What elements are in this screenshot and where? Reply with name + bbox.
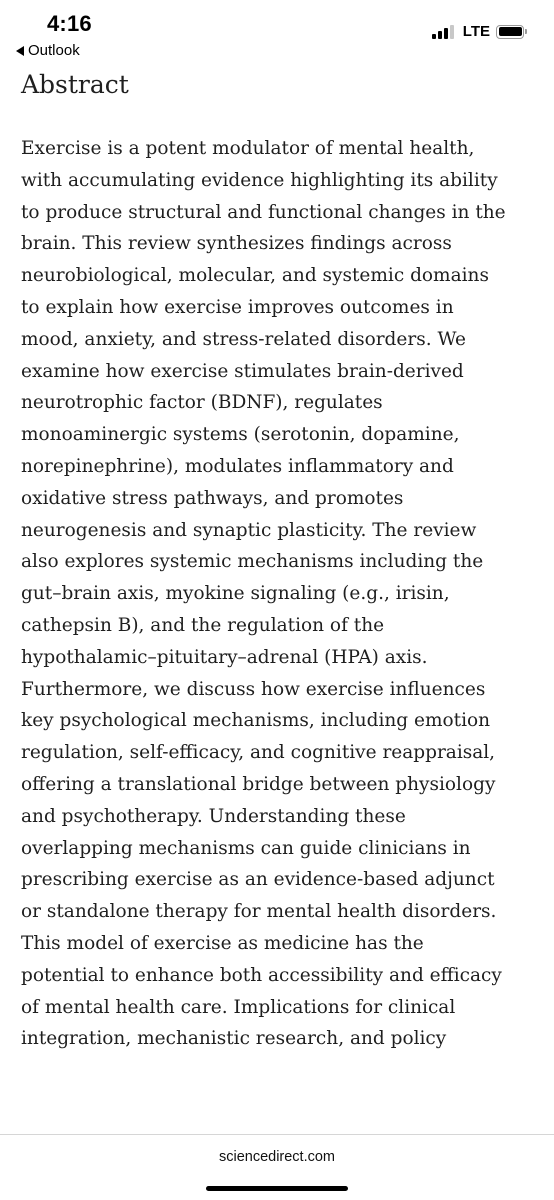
network-type: LTE xyxy=(462,23,490,40)
abstract-line: This model of exercise as medicine has the xyxy=(21,932,424,954)
abstract-line: oxidative stress pathways, and promotes xyxy=(21,487,404,509)
back-to-app-link[interactable] xyxy=(16,42,80,59)
abstract-line: or standalone therapy for mental health disorders. xyxy=(21,901,497,923)
home-indicator[interactable] xyxy=(206,1186,348,1191)
abstract-line: Exercise is a potent modulator of mental health, xyxy=(21,138,475,159)
abstract-line: also explores systemic mechanisms including the xyxy=(21,551,484,573)
abstract-line: mood, anxiety, and stress-related disorders. We xyxy=(21,328,466,350)
abstract-line: and psychotherapy. Understanding these xyxy=(21,805,406,827)
section-heading: Abstract xyxy=(21,70,129,99)
abstract-line: examine how exercise stimulates brain-derived xyxy=(21,360,464,382)
abstract-line: to produce structural and functional changes in the xyxy=(21,201,506,223)
abstract-line: with accumulating evidence highlighting its ability xyxy=(21,169,498,191)
status-indicators xyxy=(432,23,524,40)
cellular-signal-icon xyxy=(432,25,456,39)
status-bar xyxy=(0,0,554,64)
abstract-body xyxy=(21,133,536,1055)
abstract-line: potential to enhance both accessibility and efficacy xyxy=(21,964,502,986)
abstract-line: gut–brain axis, myokine signaling (e.g., irisin, xyxy=(21,583,450,605)
browser-bottom-bar xyxy=(0,1134,554,1200)
abstract-line: hypothalamic–pituitary–adrenal (HPA) axis. xyxy=(21,646,428,668)
abstract-line: integration, mechanistic research, and policy xyxy=(21,1028,447,1050)
abstract-line: offering a translational bridge between physiology xyxy=(21,773,496,795)
abstract-line: neurotrophic factor (BDNF), regulates xyxy=(21,392,383,414)
abstract-line: Furthermore, we discuss how exercise influences xyxy=(21,678,486,700)
abstract-line: to explain how exercise improves outcomes in xyxy=(21,296,454,318)
abstract-line: prescribing exercise as an evidence-based adjunct xyxy=(21,869,495,891)
abstract-line: neurobiological, molecular, and systemic domains xyxy=(21,265,489,287)
abstract-line: monoaminergic systems (serotonin, dopamine, xyxy=(21,424,460,446)
abstract-line: of mental health care. Implications for clinical xyxy=(21,996,456,1018)
abstract-line: key psychological mechanisms, including emotion xyxy=(21,710,491,732)
abstract-line: neurogenesis and synaptic plasticity. The review xyxy=(21,519,477,541)
back-app-label: Outlook xyxy=(28,42,80,59)
abstract-line: brain. This review synthesizes findings across xyxy=(21,233,452,255)
url-label[interactable]: sciencedirect.com xyxy=(218,1149,336,1165)
abstract-line: cathepsin B), and the regulation of the xyxy=(21,614,385,636)
back-triangle-icon xyxy=(16,46,24,56)
abstract-line: norepinephrine), modulates inflammatory and xyxy=(21,455,454,477)
abstract-line: overlapping mechanisms can guide clinicians in xyxy=(21,837,471,859)
status-time: 4:16 xyxy=(47,11,92,36)
battery-icon xyxy=(496,25,524,39)
abstract-line: regulation, self-efficacy, and cognitive reappraisal, xyxy=(21,742,496,764)
